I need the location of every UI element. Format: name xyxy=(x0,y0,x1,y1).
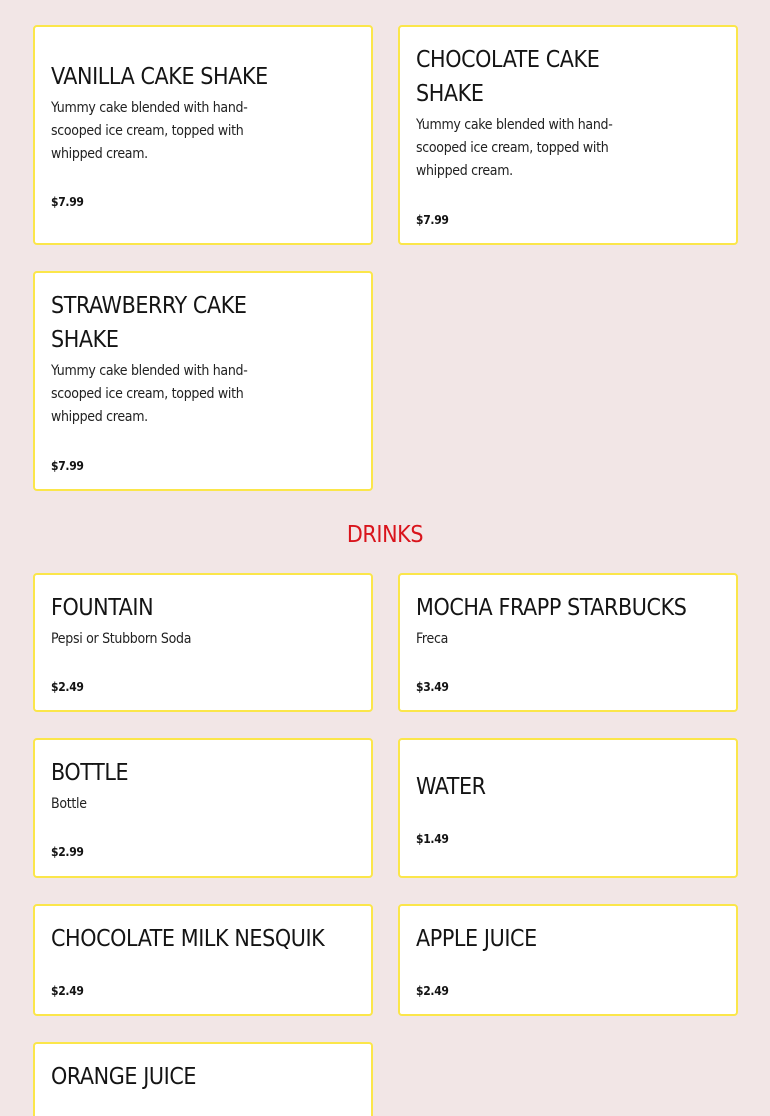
menu-item-name: MOCHA FRAPP STARBUCKS xyxy=(416,595,687,621)
menu-item-price: $7.99 xyxy=(51,459,84,473)
menu-item-description: Yummy cake blended with hand- scooped ice cream, topped with whipped cream. xyxy=(51,100,248,162)
menu-item-price: $2.49 xyxy=(51,680,84,694)
menu-item-price: $1.49 xyxy=(416,832,449,846)
menu-item-description: Yummy cake blended with hand- scooped ice cream, topped with whipped cream. xyxy=(416,117,613,179)
menu-item-name: WATER xyxy=(416,774,486,800)
menu-item-description: Pepsi or Stubborn Soda xyxy=(51,631,192,647)
menu-item-apple-juice[interactable] xyxy=(398,904,738,1016)
menu-item-name: CHOCOLATE MILK NESQUIK xyxy=(51,926,325,952)
menu-item-price: $2.49 xyxy=(416,984,449,998)
menu-item-name: STRAWBERRY CAKE SHAKE xyxy=(51,293,247,353)
menu-item-name: FOUNTAIN xyxy=(51,595,154,621)
menu-item-description: Bottle xyxy=(51,796,87,812)
menu-item-price: $7.99 xyxy=(51,195,84,209)
menu-item-price: $2.49 xyxy=(51,984,84,998)
menu-item-name: BOTTLE xyxy=(51,760,129,786)
menu-item-mocha-frapp-starbucks[interactable] xyxy=(398,573,738,712)
menu-item-bottle[interactable] xyxy=(33,738,373,878)
menu-item-chocolate-milk-nesquik[interactable] xyxy=(33,904,373,1016)
menu-item-description: Yummy cake blended with hand- scooped ice cream, topped with whipped cream. xyxy=(51,363,248,425)
menu-item-price: $7.99 xyxy=(416,213,449,227)
menu-item-chocolate-cake-shake[interactable] xyxy=(398,25,738,245)
menu-item-price: $2.99 xyxy=(51,845,84,859)
menu-item-fountain[interactable] xyxy=(33,573,373,712)
menu-item-description: Freca xyxy=(416,631,448,647)
menu-item-orange-juice[interactable] xyxy=(33,1042,373,1116)
menu-item-name: ORANGE JUICE xyxy=(51,1064,197,1090)
menu-item-price: $3.49 xyxy=(416,680,449,694)
menu-item-vanilla-cake-shake[interactable] xyxy=(33,25,373,245)
menu-item-name: VANILLA CAKE SHAKE xyxy=(51,64,268,90)
menu-item-name: CHOCOLATE CAKE SHAKE xyxy=(416,47,600,107)
menu-item-water[interactable] xyxy=(398,738,738,878)
menu-item-strawberry-cake-shake[interactable] xyxy=(33,271,373,491)
section-title-drinks: DRINKS xyxy=(346,522,424,548)
previous-section-title-fragment xyxy=(340,0,430,2)
menu-item-name: APPLE JUICE xyxy=(416,926,537,952)
